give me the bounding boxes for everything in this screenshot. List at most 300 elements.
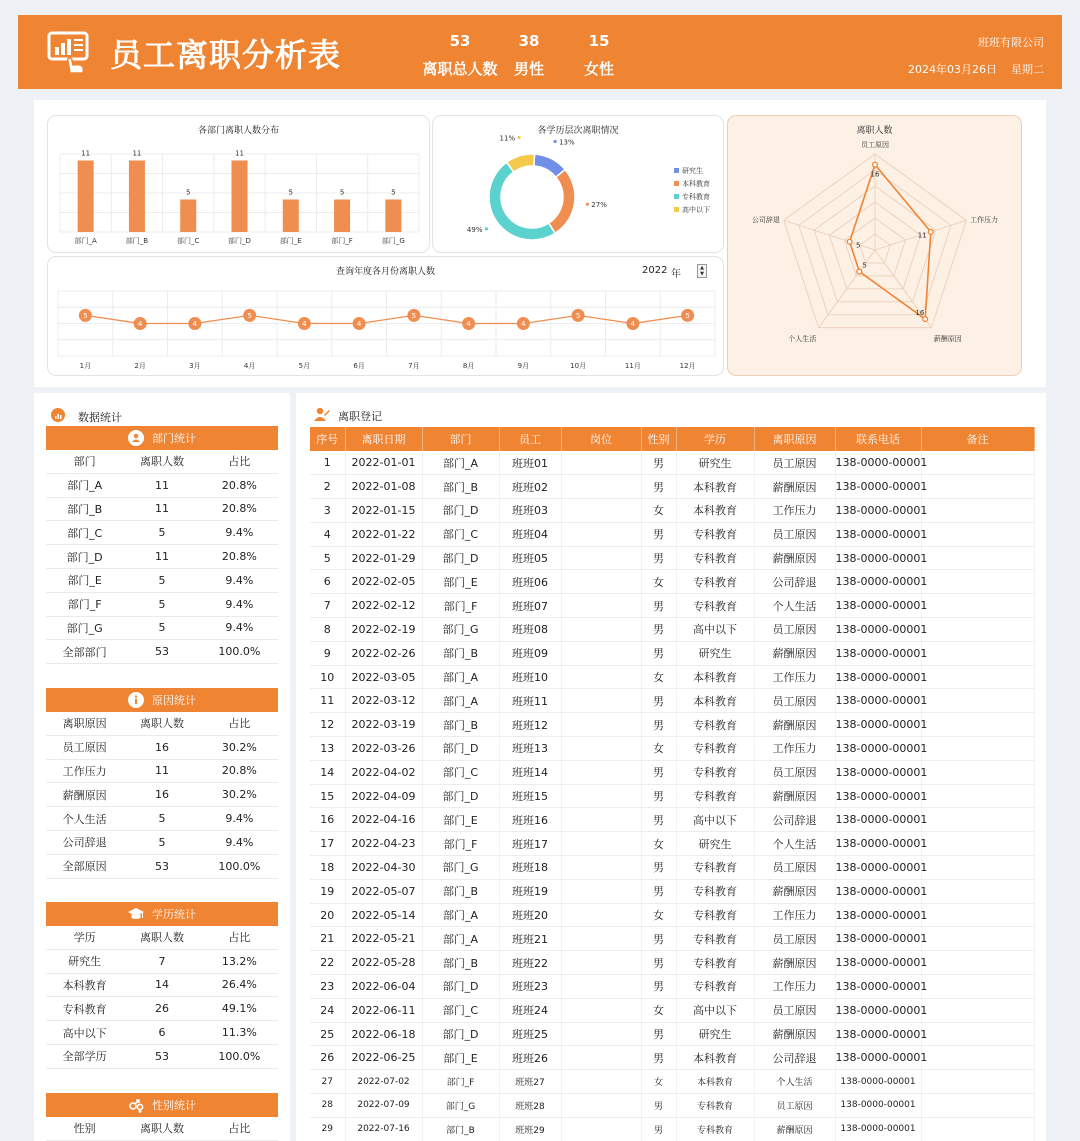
table-cell [561,1046,641,1070]
radar-axis-label: 员工原因 [861,141,889,149]
stat-cell: 100.0% [218,645,261,659]
stat-row [46,521,278,545]
table-cell [561,451,641,475]
table-cell: 薪酬原因 [754,546,835,570]
legend-swatch [674,181,679,186]
radar-axis-label: 薪酬原因 [933,334,962,343]
table-cell: 138-0000-00001 [835,879,921,903]
table-cell: 部门_C [422,998,499,1022]
table-row[interactable] [310,1117,1034,1141]
table-cell: 班班19 [499,879,561,903]
table-cell: 女 [641,903,676,927]
table-cell: 女 [641,665,676,689]
table-cell: 本科教育 [676,665,754,689]
table-cell: 部门_D [422,784,499,808]
table-cell [561,1070,641,1094]
stat-cell: 9.4% [225,526,254,540]
stat-cell: 公司辞退 [62,836,107,850]
table-cell: 班班18 [499,856,561,880]
table-cell [921,665,1034,689]
table-cell: 班班23 [499,975,561,999]
stat-cell: 5 [158,597,166,611]
table-cell: 男 [641,475,676,499]
donut-slice [549,169,575,233]
table-cell: 部门_D [422,975,499,999]
stat-cell: 20.8% [221,764,257,778]
table-cell [921,856,1034,880]
edu-stats-title: 学历统计 [152,908,196,921]
table-cell: 2022-01-01 [345,451,422,475]
table-cell: 个人生活 [754,1070,835,1094]
x-tick-label: 3月 [189,362,201,370]
table-cell: 部门_B [422,641,499,665]
spin-up-icon[interactable]: ▲ [700,265,704,271]
table-cell [921,522,1034,546]
slice-label-dot [586,203,589,206]
table-cell: 男 [641,1094,676,1118]
stat-cell: 占比 [228,1122,251,1136]
stat-cell: 9.4% [225,573,254,587]
table-cell: 专科教育 [676,1117,754,1141]
table-cell: 2022-06-11 [345,998,422,1022]
register-table [310,427,1035,1141]
bar [232,161,248,233]
table-cell: 2 [310,475,345,499]
radar-chart-title: 离职人数 [856,126,893,136]
table-cell: 研究生 [676,451,754,475]
x-tick-label: 1月 [79,362,92,370]
stat-cell: 20.8% [221,550,257,564]
table-row[interactable] [310,1046,1034,1070]
x-tick-label: 6月 [353,362,365,370]
table-row[interactable] [310,784,1034,808]
edu-chart-title: 各学历层次离职情况 [537,126,619,136]
table-cell [921,1094,1034,1118]
table-cell: 男 [641,856,676,880]
table-cell: 138-0000-00001 [835,1117,921,1141]
legend-swatch [674,207,679,212]
table-cell: 23 [310,975,345,999]
table-cell: 男 [641,641,676,665]
table-cell: 工作压力 [754,903,835,927]
table-cell [561,1022,641,1046]
table-cell: 2022-03-19 [345,713,422,737]
table-cell: 班班29 [499,1117,561,1141]
donut-slice [489,162,555,240]
x-tick-label: 4月 [243,362,256,370]
table-cell: 138-0000-00001 [835,689,921,713]
table-cell: 10 [310,665,345,689]
edu-donut-chart-card [432,115,724,253]
table-cell: 部门_E [422,1046,499,1070]
table-cell: 2022-06-18 [345,1022,422,1046]
bar [385,200,401,233]
table-row[interactable] [310,641,1034,665]
dept-stats-header [46,426,278,450]
table-cell: 部门_G [422,856,499,880]
table-cell: 7 [310,594,345,618]
table-cell: 4 [310,522,345,546]
table-cell: 班班21 [499,927,561,951]
table-cell: 男 [641,808,676,832]
table-cell [921,903,1034,927]
table-cell: 专科教育 [676,522,754,546]
table-cell: 15 [310,784,345,808]
stat-cell: 专科教育 [62,1002,107,1016]
table-cell: 女 [641,737,676,761]
stat-row [46,1021,278,1045]
current-date: 2024年03月26日 [908,63,997,76]
table-row[interactable] [310,998,1034,1022]
x-tick-label: 部门_C [177,237,200,245]
table-cell: 薪酬原因 [754,1022,835,1046]
gender-stats-rows [46,1117,278,1141]
female-label: 女性 [583,60,614,78]
table-cell: 男 [641,522,676,546]
stat-cell: 11.3% [221,1026,257,1040]
company-name: 班班有限公司 [978,36,1044,49]
table-cell [921,713,1034,737]
table-cell [561,594,641,618]
stat-cell: 全部部门 [62,645,107,659]
stat-cell: 本科教育 [62,978,107,992]
stat-cell: 26 [154,1002,169,1016]
table-cell: 女 [641,832,676,856]
table-cell: 138-0000-00001 [835,594,921,618]
table-cell: 研究生 [676,641,754,665]
bar [180,200,196,233]
table-row[interactable] [310,522,1034,546]
monthly-line-chart [48,257,725,377]
stat-cell: 20.8% [221,502,257,516]
table-cell: 班班02 [499,475,561,499]
legend-swatch [674,168,679,173]
stat-cell: 100.0% [218,859,261,873]
stat-cell: 部门_E [67,574,102,588]
table-cell: 高中以下 [676,998,754,1022]
table-row[interactable] [310,594,1034,618]
table-row[interactable] [310,618,1034,642]
table-cell: 138-0000-00001 [835,499,921,523]
table-cell: 28 [310,1094,345,1118]
spin-down-icon[interactable]: ▼ [700,271,704,277]
slice-data-label: 49% [466,225,483,234]
table-row[interactable] [310,737,1034,761]
table-cell [561,689,641,713]
line-data-label: 5 [411,311,417,320]
x-tick-label: 12月 [679,362,696,370]
stat-cell: 100.0% [218,1049,261,1063]
table-cell: 部门_F [422,832,499,856]
table-row[interactable] [310,713,1034,737]
monthly-line-chart-card [47,256,724,376]
table-cell [561,998,641,1022]
table-cell: 部门_A [422,689,499,713]
table-cell: 2022-05-21 [345,927,422,951]
table-cell [921,546,1034,570]
table-cell: 138-0000-00001 [835,570,921,594]
table-cell: 班班24 [499,998,561,1022]
table-row[interactable] [310,1070,1034,1094]
table-cell: 班班17 [499,832,561,856]
table-cell: 部门_D [422,737,499,761]
table-cell: 138-0000-00001 [835,546,921,570]
table-cell [921,570,1034,594]
table-cell: 男 [641,879,676,903]
line-data-label: 4 [356,320,362,329]
dept-stats-title: 部门统计 [152,432,196,445]
table-cell: 2022-03-12 [345,689,422,713]
stat-cell: 部门_C [67,526,103,540]
stat-cell: 5 [158,573,166,587]
table-row[interactable] [310,975,1034,999]
table-cell [921,594,1034,618]
table-cell: 2022-05-14 [345,903,422,927]
slice-label-dot [485,227,488,230]
x-tick-label: 部门_A [74,237,97,245]
graduation-cap-icon [128,906,144,922]
table-cell: 8 [310,618,345,642]
table-cell: 公司辞退 [754,1046,835,1070]
table-cell: 本科教育 [676,1046,754,1070]
radar-data-label: 5 [862,261,867,270]
table-cell: 2022-01-29 [345,546,422,570]
table-cell: 部门_D [422,546,499,570]
table-cell: 班班12 [499,713,561,737]
stat-cell: 离职人数 [139,717,184,731]
stat-row [46,997,278,1021]
table-cell: 薪酬原因 [754,475,835,499]
x-tick-label: 8月 [462,362,475,370]
x-tick-label: 部门_G [381,237,405,245]
table-cell: 2022-02-19 [345,618,422,642]
stat-cell: 53 [154,859,169,873]
table-cell: 专科教育 [676,546,754,570]
table-cell: 班班10 [499,665,561,689]
person-edit-icon [314,406,330,422]
table-row[interactable] [310,832,1034,856]
table-cell: 6 [310,570,345,594]
table-cell [561,808,641,832]
register-panel [296,393,1046,1141]
register-column-header: 离职日期 [345,427,422,451]
table-row[interactable] [310,1022,1034,1046]
table-cell: 2022-05-28 [345,951,422,975]
table-cell: 班班26 [499,1046,561,1070]
dept-stats-table [46,426,278,664]
table-cell [921,1117,1034,1141]
bar [78,161,94,233]
table-cell: 专科教育 [676,975,754,999]
table-cell: 2022-02-05 [345,570,422,594]
dept-bar-chart [48,116,431,254]
stat-cell: 部门 [73,455,96,469]
stat-cell: 5 [158,526,166,540]
table-cell [921,975,1034,999]
table-row[interactable] [310,927,1034,951]
table-cell: 29 [310,1117,345,1141]
stat-header-row [46,712,278,736]
table-cell: 工作压力 [754,499,835,523]
table-cell: 2022-06-04 [345,975,422,999]
stat-cell: 9.4% [225,597,254,611]
table-cell: 班班27 [499,1070,561,1094]
table-cell: 女 [641,499,676,523]
stat-row [46,760,278,784]
table-cell [921,499,1034,523]
table-cell [561,499,641,523]
table-row[interactable] [310,546,1034,570]
table-cell: 部门_C [422,522,499,546]
legend-entry: 专科教育 [682,193,710,201]
year-value[interactable]: 2022 [642,265,668,276]
dept-bar-chart-card [47,115,430,253]
table-row[interactable] [310,903,1034,927]
table-cell [561,760,641,784]
table-cell: 138-0000-00001 [835,618,921,642]
table-cell [561,570,641,594]
line-data-label: 5 [83,311,88,320]
table-row[interactable] [310,1094,1034,1118]
bar [334,200,350,233]
total-label: 离职总人数 [422,60,498,78]
table-cell: 专科教育 [676,879,754,903]
table-cell: 5 [310,546,345,570]
table-cell: 138-0000-00001 [835,856,921,880]
legend-entry: 高中以下 [682,206,710,214]
table-cell: 员工原因 [754,760,835,784]
stat-header-row [46,926,278,950]
reason-stats-table [46,688,278,879]
table-row[interactable] [310,951,1034,975]
table-cell: 员工原因 [754,998,835,1022]
table-cell: 138-0000-00001 [835,760,921,784]
table-cell: 员工原因 [754,856,835,880]
table-cell [561,737,641,761]
table-cell: 部门_D [422,499,499,523]
table-cell: 员工原因 [754,522,835,546]
stat-cell: 20.8% [221,478,257,492]
table-cell: 138-0000-00001 [835,832,921,856]
gender-stats-title: 性别统计 [152,1099,196,1112]
male-label: 男性 [513,60,544,78]
table-cell: 男 [641,689,676,713]
table-cell: 女 [641,570,676,594]
table-cell: 138-0000-00001 [835,475,921,499]
bar [129,161,145,233]
stat-cell: 离职人数 [139,455,184,469]
table-cell: 部门_B [422,475,499,499]
table-cell: 138-0000-00001 [835,998,921,1022]
register-section-title: 离职登记 [338,410,382,423]
table-cell [561,879,641,903]
chart-panel [34,100,1046,387]
table-cell: 薪酬原因 [754,951,835,975]
stat-cell: 53 [154,1049,169,1063]
table-row[interactable] [310,451,1034,475]
table-cell: 专科教育 [676,784,754,808]
info-icon [128,692,144,708]
table-cell: 男 [641,618,676,642]
table-cell: 26 [310,1046,345,1070]
table-cell: 部门_E [422,808,499,832]
register-column-header: 序号 [310,427,345,451]
table-cell: 本科教育 [676,475,754,499]
table-cell: 3 [310,499,345,523]
bar-data-label: 5 [185,188,191,197]
table-cell: 部门_E [422,570,499,594]
table-cell [561,618,641,642]
date-line [908,61,1044,77]
table-row[interactable] [310,475,1034,499]
radar-axis-label: 工作压力 [970,216,999,225]
table-cell [561,665,641,689]
table-cell: 男 [641,784,676,808]
male-count: 38 [518,32,540,50]
table-cell: 部门_B [422,1117,499,1141]
table-row[interactable] [310,499,1034,523]
stat-cell: 部门_B [67,502,103,516]
table-cell: 班班16 [499,808,561,832]
legend-swatch [674,194,679,199]
table-row[interactable] [310,570,1034,594]
table-cell: 本科教育 [676,499,754,523]
table-cell [921,808,1034,832]
table-row[interactable] [310,689,1034,713]
table-cell: 薪酬原因 [754,641,835,665]
reason-radar-chart [728,116,1023,377]
table-cell: 班班28 [499,1094,561,1118]
page-title: 员工离职分析表 [110,36,342,74]
table-cell: 138-0000-00001 [835,975,921,999]
edu-donut-chart [433,116,725,254]
table-cell: 研究生 [676,832,754,856]
table-cell: 班班25 [499,1022,561,1046]
table-cell [561,903,641,927]
line-data-label: 4 [521,320,526,329]
table-cell: 员工原因 [754,927,835,951]
table-cell: 2022-01-15 [345,499,422,523]
stat-cell: 部门_A [67,479,103,493]
table-cell: 2022-02-12 [345,594,422,618]
table-cell [921,1046,1034,1070]
table-cell: 部门_F [422,594,499,618]
x-tick-label: 9月 [517,362,530,370]
table-cell: 高中以下 [676,618,754,642]
table-cell: 女 [641,998,676,1022]
table-cell: 138-0000-00001 [835,665,921,689]
table-row[interactable] [310,856,1034,880]
radar-axis [784,220,875,250]
stat-row [46,736,278,760]
table-cell [921,1022,1034,1046]
table-row[interactable] [310,760,1034,784]
table-cell: 2022-04-16 [345,808,422,832]
table-cell: 部门_B [422,713,499,737]
stat-cell: 9.4% [225,621,254,635]
table-cell: 27 [310,1070,345,1094]
table-cell: 员工原因 [754,451,835,475]
stat-cell: 占比 [228,717,251,731]
stat-row [46,950,278,974]
table-row[interactable] [310,808,1034,832]
register-column-header: 员工 [499,427,561,451]
table-row[interactable] [310,665,1034,689]
table-cell: 班班05 [499,546,561,570]
slice-label-dot [553,140,556,143]
donut-slice [507,154,535,172]
table-row[interactable] [310,879,1034,903]
